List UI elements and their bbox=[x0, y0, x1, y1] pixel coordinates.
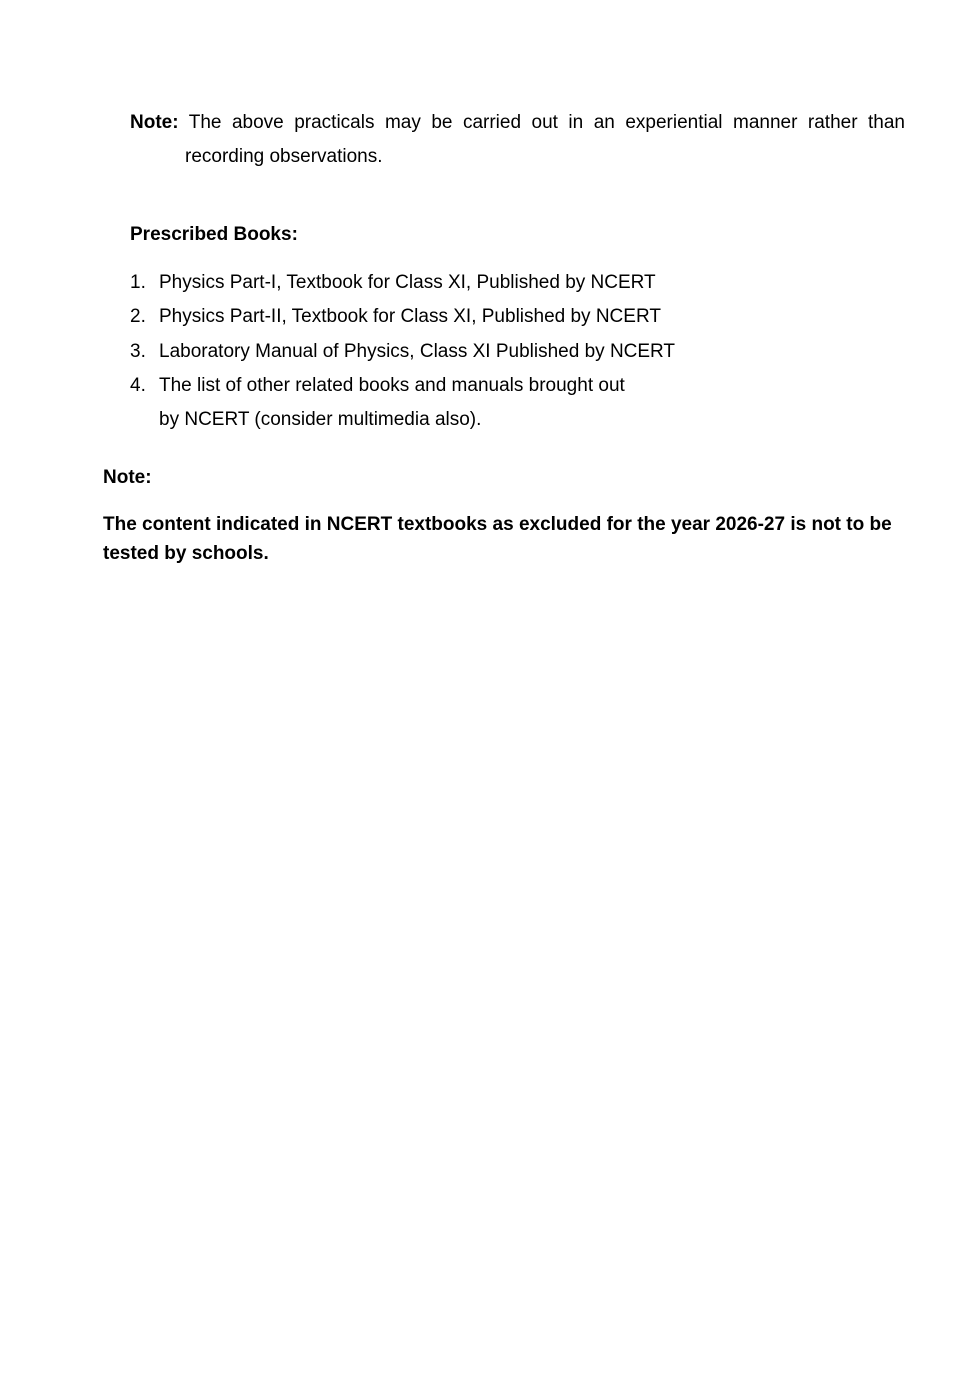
final-note-text: The content indicated in NCERT textbooks as excluded for the year 2026-27 is not to be tested by schools. bbox=[103, 514, 892, 564]
final-note-heading: Note: bbox=[103, 467, 152, 488]
practical-note-label: Note: bbox=[130, 112, 179, 133]
list-item-number: 2. bbox=[130, 306, 146, 328]
practical-note-text: The above practicals may be carried out in an experiential manner rather than bbox=[188, 112, 906, 133]
list-item-number: 4. bbox=[130, 374, 146, 396]
list-item-text: Physics Part-I, Textbook for Class XI, Published by NCERT bbox=[159, 272, 656, 293]
list-item-number: 1. bbox=[130, 272, 146, 293]
list-item-number: 3. bbox=[130, 340, 146, 362]
list-item bbox=[130, 266, 675, 300]
prescribed-books-list bbox=[130, 266, 675, 437]
list-item-text: Physics Part-II, Textbook for Class XI, Published by NCERT bbox=[159, 306, 661, 328]
prescribed-books-heading: Prescribed Books: bbox=[130, 224, 298, 245]
list-item bbox=[130, 335, 675, 369]
practical-note bbox=[130, 106, 905, 140]
list-item-continuation: by NCERT (consider multimedia also). bbox=[159, 409, 482, 431]
list-item bbox=[130, 369, 675, 438]
list-item-text: Laboratory Manual of Physics, Class XI Published by NCERT bbox=[159, 340, 676, 362]
list-item bbox=[130, 300, 675, 334]
list-item-text: The list of other related books and manuals brought out bbox=[159, 374, 625, 396]
practical-note-continuation: recording observations. bbox=[185, 146, 383, 167]
